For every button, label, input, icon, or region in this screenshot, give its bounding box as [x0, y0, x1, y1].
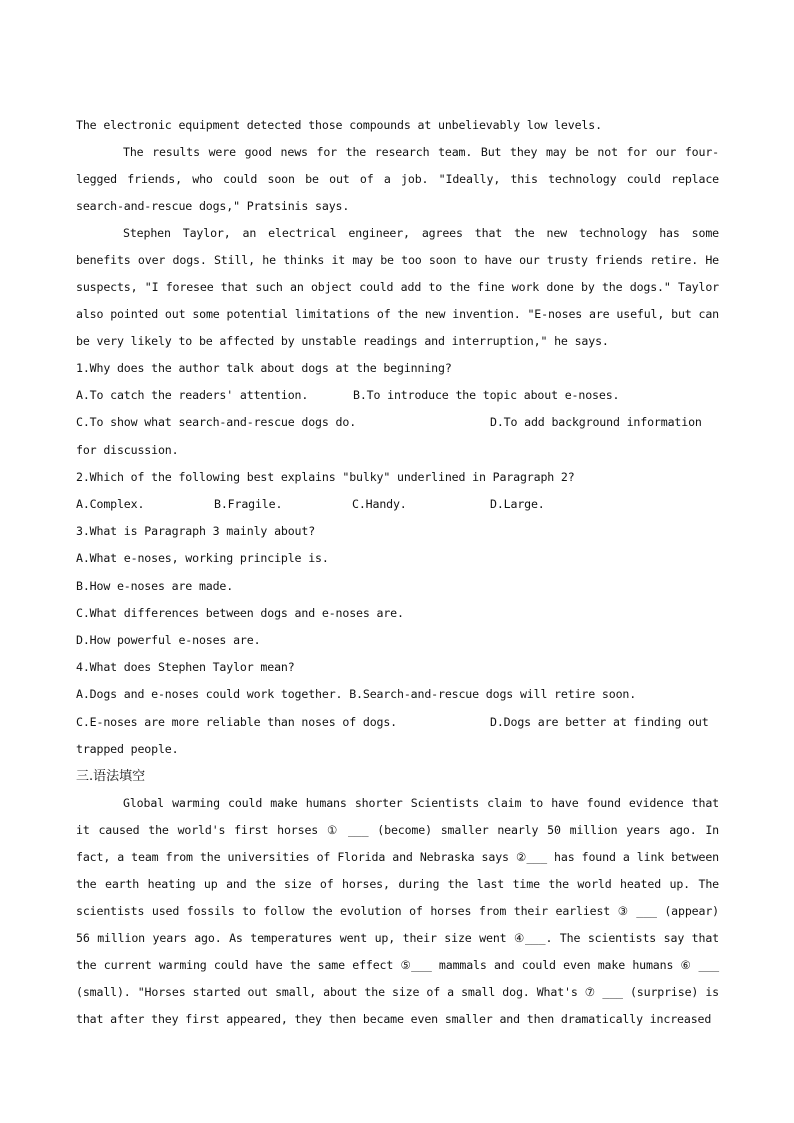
question-2-option-c: C.Handy.: [352, 496, 407, 511]
passage-paragraph-1: The electronic equipment detected those compounds at unbelievably low levels.: [76, 118, 602, 132]
question-1-option-d: D.To add background information: [490, 415, 702, 430]
question-2-option-d: D.Large.: [490, 496, 545, 511]
document-content: [76, 112, 719, 1033]
question-2-options-row: [76, 491, 719, 518]
question-1-option-b: B.To introduce the topic about e-noses.: [353, 388, 620, 403]
question-4-options-a-b: A.Dogs and e-noses could work together. B.Search-and-rescue dogs will retire soon.: [76, 687, 637, 702]
question-1-option-d-continued: for discussion.: [76, 442, 179, 457]
question-4-options-row-2: [76, 709, 719, 736]
question-3-option-b: B.How e-noses are made.: [76, 578, 234, 593]
question-1-stem: 1.Why does the author talk about dogs at the beginning?: [76, 361, 452, 375]
passage-paragraph-3: Stephen Taylor, an electrical engineer, agrees that the new technology has some benefits over dogs. Still, he thinks it may be too soon to have our trusty friends retire. He suspects, "I foresee that such an object could add to the fine work done by the dogs." Taylor also pointed out some potential limitations of the new invention. "E-noses are useful, but can be very likely to be affected by unstable readings and interruption," he says.: [76, 226, 719, 348]
question-2-option-a: A.Complex.: [76, 496, 145, 511]
question-4-stem: 4.What does Stephen Taylor mean?: [76, 660, 295, 675]
question-1-option-c: C.To show what search-and-rescue dogs do.: [76, 415, 357, 430]
question-4-option-c: C.E-noses are more reliable than noses of dogs.: [76, 714, 398, 729]
section-3-heading: 三.语法填空: [76, 768, 146, 784]
question-2-option-b: B.Fragile.: [214, 496, 283, 511]
grammar-fill-passage: Global warming could make humans shorter Scientists claim to have found evidence that it caused the world's first horses ① ___ (become) smaller nearly 50 million years ago. In fact, a team from the universities of Florida and Nebraska says ②___ has found a link between the earth heating up and the size of horses, during the last time the world heated up. The scientists used fossils to follow the evolution of horses from their earliest ③ ___ (appear) 56 million years ago. As temperatures went up, their size went ④___. The scientists say that the current warming could have the same effect ⑤___ mammals and could even make humans ⑥ ___ (small). "Horses started out small, about the size of a small dog. What's ⑦ ___ (surprise) is that after they first appeared, they then became even smaller and then dramatically increased: [76, 795, 719, 1026]
question-4-option-d: D.Dogs are better at finding out: [490, 714, 709, 729]
question-4-option-d-continued: trapped people.: [76, 741, 179, 756]
question-1-options-row-1: [76, 382, 719, 409]
question-3-option-a: A.What e-noses, working principle is.: [76, 551, 329, 566]
question-3-option-d: D.How powerful e-noses are.: [76, 632, 261, 647]
question-2-stem: 2.Which of the following best explains "bulky" underlined in Paragraph 2?: [76, 469, 575, 484]
question-1-option-a: A.To catch the readers' attention.: [76, 388, 309, 403]
passage-paragraph-2: The results were good news for the research team. But they may be not for our four-legged friends, who could soon be out of a job. "Ideally, this technology could replace search-and-rescue dogs," Pratsinis says.: [76, 145, 719, 213]
question-3-option-c: C.What differences between dogs and e-noses are.: [76, 605, 404, 620]
question-1-options-row-2: [76, 409, 719, 436]
question-3-stem: 3.What is Paragraph 3 mainly about?: [76, 524, 316, 539]
